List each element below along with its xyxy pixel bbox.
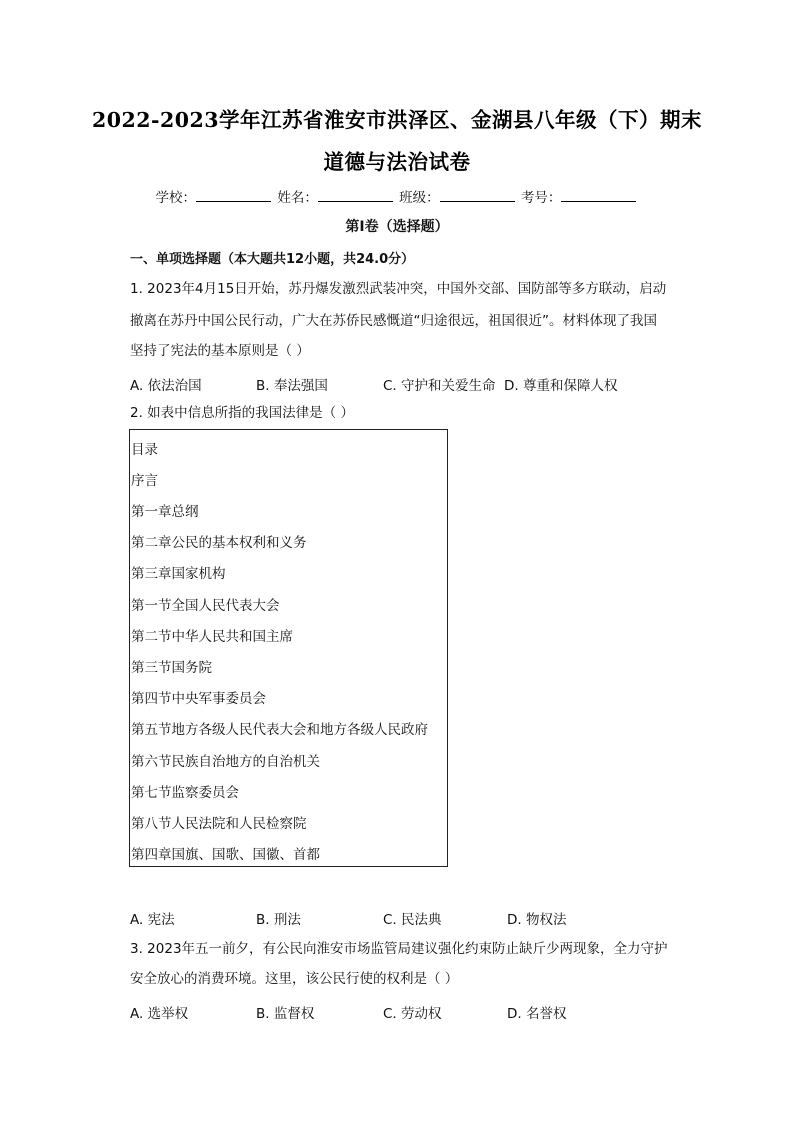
question-3-option-d: D. 名誉权 bbox=[507, 1006, 567, 1022]
school-label: 学校： bbox=[155, 190, 197, 206]
table-row: 第三章国家机构 bbox=[131, 566, 226, 582]
question-2-option-d: D. 物权法 bbox=[507, 912, 567, 928]
volume-title: 第I卷（选择题） bbox=[345, 219, 449, 235]
question-1-option-c: C. 守护和关爱生命 bbox=[383, 378, 496, 394]
question-3-option-b: B. 监督权 bbox=[256, 1006, 315, 1022]
question-1-option-a: A. 依法治国 bbox=[130, 378, 202, 394]
table-row: 第一章总纲 bbox=[131, 504, 199, 520]
school-blank bbox=[196, 188, 271, 202]
question-2-option-c: C. 民法典 bbox=[383, 912, 442, 928]
exam-title-line-1: 2022-2023学年江苏省淮安市洪泽区、金湖县八年级（下）期末 bbox=[91, 108, 703, 132]
name-label: 姓名： bbox=[277, 190, 318, 206]
law-contents-table bbox=[129, 429, 448, 867]
question-3-option-a: A. 选举权 bbox=[130, 1006, 189, 1022]
question-1-option-b: B. 奉法强国 bbox=[256, 378, 328, 394]
question-3-line-2: 安全放心的消费环境。这里，该公民行使的权利是（ ） bbox=[130, 971, 459, 987]
exam-number-label: 考号： bbox=[520, 190, 562, 206]
class-field bbox=[399, 186, 517, 206]
question-2-options bbox=[130, 908, 690, 928]
question-1-line-3: 坚持了宪法的基本原则是（ ） bbox=[130, 343, 310, 359]
name-field bbox=[277, 186, 395, 206]
exam-number-blank bbox=[561, 188, 636, 202]
table-row: 目录 bbox=[131, 442, 158, 458]
question-2-option-a: A. 宪法 bbox=[130, 912, 175, 928]
question-1-line-2: 撤离在苏丹中国公民行动，广大在苏侨民感慨道“归途很远，祖国很近”。材料体现了我国 bbox=[130, 313, 657, 329]
table-row: 第二节中华人民共和国主席 bbox=[131, 629, 293, 645]
table-row: 序言 bbox=[131, 473, 158, 489]
question-2-option-b: B. 刑法 bbox=[256, 912, 301, 928]
question-1-option-d: D. 尊重和保障人权 bbox=[504, 378, 618, 394]
table-row: 第二章公民的基本权利和义务 bbox=[131, 535, 307, 551]
question-3-options bbox=[130, 1002, 690, 1022]
question-1-options bbox=[130, 374, 690, 394]
table-row: 第一节全国人民代表大会 bbox=[131, 598, 280, 614]
table-row: 第四章国旗、国歌、国徽、首都 bbox=[131, 847, 320, 863]
question-2-line-1: 2. 如表中信息所指的我国法律是（ ） bbox=[130, 405, 354, 421]
question-1-line-1: 1. 2023年4月15日开始，苏丹爆发激烈武装冲突，中国外交部、国防部等多方联动，启动 bbox=[130, 281, 667, 297]
table-row: 第五节地方各级人民代表大会和地方各级人民政府 bbox=[131, 722, 428, 738]
table-row: 第七节监察委员会 bbox=[131, 785, 239, 801]
table-row: 第六节民族自治地方的自治机关 bbox=[131, 754, 320, 770]
exam-title-line-2: 道德与法治试卷 bbox=[323, 150, 471, 174]
table-row: 第八节人民法院和人民检察院 bbox=[131, 816, 307, 832]
name-blank bbox=[318, 188, 393, 202]
table-row: 第四节中央军事委员会 bbox=[131, 691, 266, 707]
class-blank bbox=[440, 188, 515, 202]
student-info-row bbox=[0, 186, 794, 206]
section-heading: 一、单项选择题（本大题共12小题，共24.0分） bbox=[130, 252, 415, 267]
class-label: 班级： bbox=[399, 190, 440, 206]
exam-number-field bbox=[521, 186, 639, 206]
question-3-line-1: 3. 2023年五一前夕，有公民向淮安市场监管局建议强化约束防止缺斤少两现象，全力守护 bbox=[130, 941, 668, 957]
school-field bbox=[156, 186, 274, 206]
question-3-option-c: C. 劳动权 bbox=[383, 1006, 442, 1022]
table-row: 第三节国务院 bbox=[131, 660, 212, 676]
